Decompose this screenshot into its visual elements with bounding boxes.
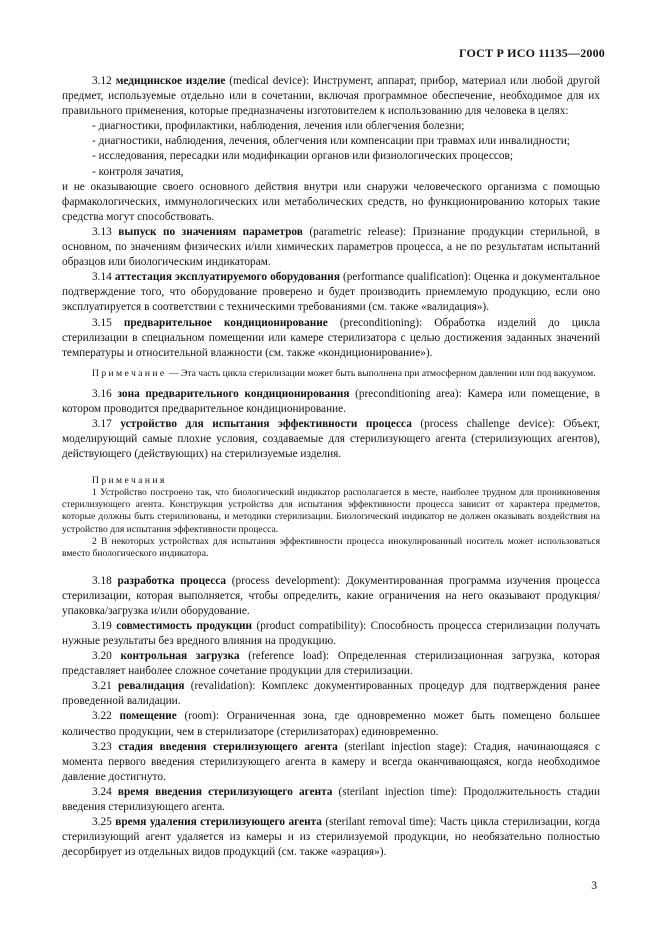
entry-term: выпуск по значениям параметров xyxy=(118,225,303,238)
page-number: 3 xyxy=(591,880,597,892)
note-2: 2 В некоторых устройствах для испытания эффективности процесса инокулированный носитель может использоваться вместо биологического индикатора. xyxy=(62,536,600,560)
list-item: - диагностики, наблюдения, лечения, облегчения или компенсации при травмах или инвалидности; xyxy=(92,135,570,148)
entry-term: предварительное кондиционирование xyxy=(123,316,328,329)
entry-number: 3.16 xyxy=(92,388,112,401)
entry-term: аттестация эксплуатируемого оборудования xyxy=(114,271,340,284)
entry-term: устройство для испытания эффективности процесса xyxy=(120,418,412,431)
entry-term: зона предварительного кондиционирования xyxy=(117,388,350,401)
entry-text: (product compatibility): Способность процесса стерилизации получать нужные результаты без вредного влияния на продукцию. xyxy=(62,619,600,647)
entry-number: 3.14 xyxy=(92,271,112,284)
entry-number: 3.24 xyxy=(92,785,112,798)
entry-3-20 xyxy=(62,649,600,679)
entry-3-17 xyxy=(62,417,600,462)
entry-3-13 xyxy=(62,225,600,270)
list-item: - исследования, пересадки или модификации органов или физиологических процессов; xyxy=(92,150,513,163)
entry-text: (preconditioning): Обработка изделий до цикла стерилизации в специальном помещении или камере стерилизатора с целью достижения заданных значений температуры и относительной влажности (см. также «кондиционирование»). xyxy=(62,316,601,359)
entry-number: 3.17 xyxy=(92,418,112,431)
entry-term: время введения стерилизующего агента xyxy=(117,785,333,798)
entry-3-23 xyxy=(62,740,600,785)
entry-term: время удаления стерилизующего агента xyxy=(115,816,322,829)
entry-term: разработка процесса xyxy=(117,574,227,587)
entry-text: (parametric release): Признание продукции стерильной, в основном, по значениям физических и/или химических параметров процесса, а не по результатам испытаний образцов или биологическим индикаторам. xyxy=(62,225,601,269)
notes-block xyxy=(62,475,600,561)
note-block xyxy=(62,368,600,380)
entry-term: медицинское изделие xyxy=(115,75,226,87)
entry-number: 3.23 xyxy=(92,740,112,753)
entry-number: 3.15 xyxy=(92,316,112,329)
entry-text: (reference load): Определенная стерилизационная загрузка, которая представляет наиболее сложное сочетание продукции для стерилизации. xyxy=(62,650,600,678)
entry-text: (medical device): Инструмент, аппарат, прибор, материал или любой другой предмет, используемые отдельно или в сочетании, включая программное обеспечение, необходимое для их правильного применения, которые предназначены изготовителем к использованию для человека в целях: xyxy=(62,75,601,118)
entry-3-15 xyxy=(62,316,600,361)
entry-3-14 xyxy=(62,270,600,315)
entry-number: 3.13 xyxy=(92,225,112,238)
entry-number: 3.22 xyxy=(92,710,112,723)
notes-label: Примечания xyxy=(92,474,167,486)
entry-3-21 xyxy=(62,679,600,709)
entry-term: ревалидация xyxy=(118,680,185,693)
standard-header: ГОСТ Р ИСО 11135—2000 xyxy=(458,46,605,60)
entry-text: (sterilant injection time): Продолжительность стадии введения стерилизующего агента. xyxy=(62,785,601,814)
entry-text: (process challenge device): Объект, моделирующий самые плохие условия, создаваемые для стерилизующего агента (стерилизующих агентов), действующего (действующих) на стерилизуемые изделия. xyxy=(62,418,600,461)
entry-text: (revalidation): Комплекс документированных процедур для подтверждения ранее проведенной валидации. xyxy=(62,680,601,708)
entry-number: 3.20 xyxy=(92,650,112,663)
list-item: - контроля зачатия, xyxy=(92,165,184,178)
entry-text: (preconditioning area): Камера или помещение, в котором проводится предварительное кондиционирование. xyxy=(62,388,601,416)
list-item: - диагностики, профилактики, наблюдения, лечения или облегчения болезни; xyxy=(92,120,465,133)
entry-text: (sterilant removal time): Часть цикла стерилизации, когда стерилизующий агент удаляется из камеры и из стерилизуемой продукции, но необязательно полностью десорбирует из отдельных видов продукций (см. также «аэрация»). xyxy=(62,816,600,859)
entry-number: 3.19 xyxy=(92,619,112,632)
note-text: — Эта часть цикла стерилизации может быть выполнена при атмосферном давлении или под вакуумом. xyxy=(168,367,596,379)
entry-text: (process development): Документированная программа изучения процесса стерилизации, которая выполняется, чтобы определить, какие ограничения на него оказывают продукция/упаковка/загрузка и/или оборудование. xyxy=(62,574,601,617)
entry-3-16 xyxy=(62,387,600,417)
entry-3-18 xyxy=(62,574,600,619)
entry-3-12 xyxy=(62,74,600,225)
entry-number: 3.18 xyxy=(92,574,112,587)
document-body xyxy=(62,74,600,860)
entry-term: стадия введения стерилизующего агента xyxy=(118,740,338,753)
entry-text: (sterilant injection stage): Стадия, начинающаяся с момента первого введения стерилизующего агента в камеру и всегда оканчивающаяся, когда необходимое давление достигнуто. xyxy=(62,740,601,783)
entry-3-25 xyxy=(62,815,600,860)
entry-term: совместимость продукции xyxy=(116,619,253,632)
entry-term: помещение xyxy=(119,710,177,723)
entry-tail: и не оказывающие своего основного действия внутри или снаружи человеческого организма с помощью фармакологических, иммунологических или метаболических средств, но функционированию которых такие средства могут способствовать. xyxy=(62,180,600,223)
entry-3-19 xyxy=(62,619,600,649)
entry-text: (room): Ограниченная зона, где одновременно может быть помещено большее количество продукции, чем в стерилизаторе (стерилизаторах) единовременно. xyxy=(62,710,601,738)
entry-number: 3.21 xyxy=(92,680,112,693)
note-label: Примечание xyxy=(92,367,167,379)
entry-3-22 xyxy=(62,709,600,739)
note-1: 1 Устройство построено так, что биологический индикатор располагается в месте, наиболее трудном для проникновения стерилизующего агента. Конструкция устройства для испытания эффективности процесса зависит от характера предметов, которые должны быть стерилизованы, и методики стерилизации. Биологический индикатор не должен оказывать воздействия на устройство для испытания эффективности процесса. xyxy=(62,486,600,535)
entry-number: 3.25 xyxy=(92,816,112,829)
entry-number: 3.12 xyxy=(92,75,112,87)
entry-term: контрольная загрузка xyxy=(120,650,240,663)
entry-text: (performance qualification): Оценка и документальное подтверждение того, что оборудование проверено и будет производить приемлемую продукцию, если оно эксплуатируется в соответствии с техническими требованиями (см. также «валидация»). xyxy=(62,271,601,314)
entry-3-24 xyxy=(62,785,600,815)
